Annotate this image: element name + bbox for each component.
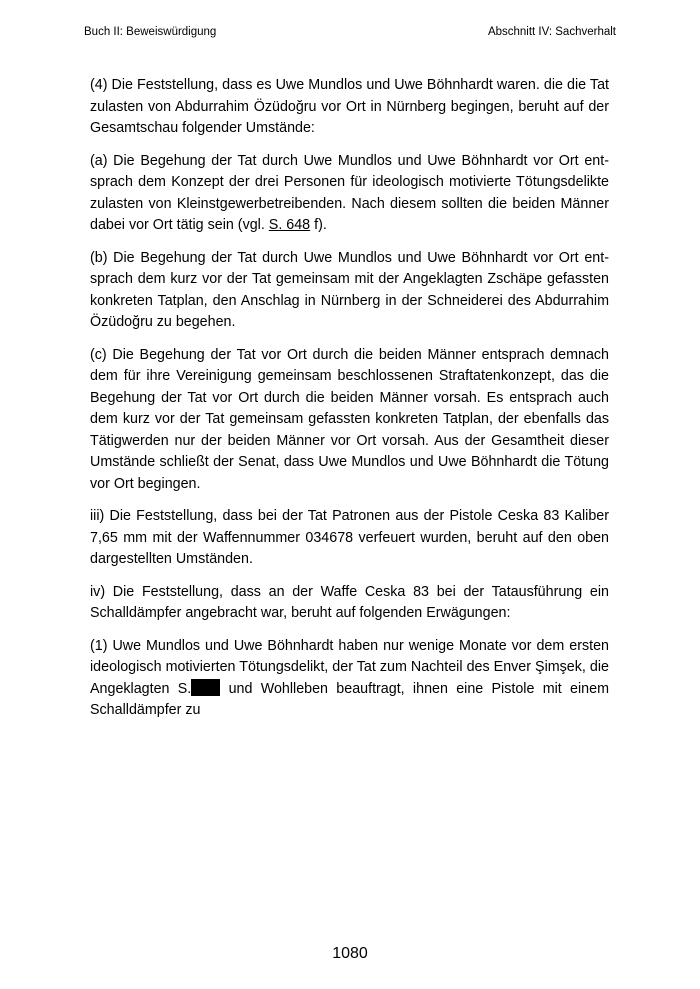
paragraph-a-tail: f).: [310, 217, 327, 233]
paragraph-1: [90, 636, 609, 722]
paragraph-a: [90, 151, 609, 237]
paragraph-1-tail: und Wohlleben beauftragt, ihnen eine Pistole mit einem Schalldämpfer zu: [90, 680, 609, 718]
paragraph-1-text: (1) Uwe Mundlos und Uwe Böhnhardt haben nur wenige Monate vor dem ersten ideologisch motivierten Tötungsdelikt, der Tat zum Nachteil des Enver Şimşek, die Angeklagten S.: [90, 637, 609, 697]
paragraph-4: (4) Die Feststellung, dass es Uwe Mundlos und Uwe Böhnhardt waren. die die Tat zulasten von Abdurrahim Özüdoğru vor Ort in Nürnberg begingen, beruht auf der Gesamtschau folgender Umstände:: [90, 77, 609, 136]
redaction-block: [191, 679, 220, 696]
page-header: [84, 26, 616, 42]
paragraph-a-text: (a) Die Begehung der Tat durch Uwe Mundlos und Uwe Böhnhardt vor Ort entsprach dem Konzept der drei Personen für ideologisch motivierte Tötungsdelikte zulasten von Kleinstgewerbetreibenden. Nach diesem sollten die beiden Männer dabei vor Ort tätig sein (vgl.: [90, 152, 609, 233]
paragraph-iv: iv) Die Feststellung, dass an der Waffe Ceska 83 bei der Tatausführung ein Schalldämpfer angebracht war, beruht auf folgenden Erwägungen:: [90, 583, 609, 621]
page-reference-link[interactable]: S. 648: [268, 217, 311, 233]
paragraph-c: (c) Die Begehung der Tat vor Ort durch die beiden Männer entsprach demnach dem für ihre Vereinigung gemeinsam beschlossenen Straftatenkonzept, das die Begehung der Tat vor Ort durch die beiden Männer vorsah. Es entsprach auch dem kurz vor der Tat gemeinsam gefassten konkreten Tatplan, der ebenfalls das Tätigwerden nur der beiden Männer vor Ort vorsah. Aus der Gesamtheit dieser Umstände schließt der Senat, dass Uwe Mundlos und Uwe Böhnhardt die Tötung vor Ort begingen.: [90, 346, 609, 492]
paragraph-b: (b) Die Begehung der Tat durch Uwe Mundlos und Uwe Böhnhardt vor Ort entsprach dem kurz vor der Tat gemeinsam mit der Angeklagten Zschäpe gefassten konkreten Tatplan, den Anschlag in Nürnberg in der Schneiderei des Abdurrahim Özüdoğru zu begehen.: [90, 249, 609, 330]
paragraph-iii: iii) Die Feststellung, dass bei der Tat Patronen aus der Pistole Ceska 83 Kaliber 7,65 mm mit der Waffennummer 034678 verfeuert wurden, beruht auf den oben dargestellten Umständen.: [90, 508, 609, 567]
header-section-title: Abschnitt IV: Sachverhalt: [487, 26, 616, 38]
header-book-title: Buch II: Beweiswürdigung: [84, 26, 217, 38]
page-number: 1080: [332, 945, 368, 962]
document-body: [90, 75, 609, 733]
